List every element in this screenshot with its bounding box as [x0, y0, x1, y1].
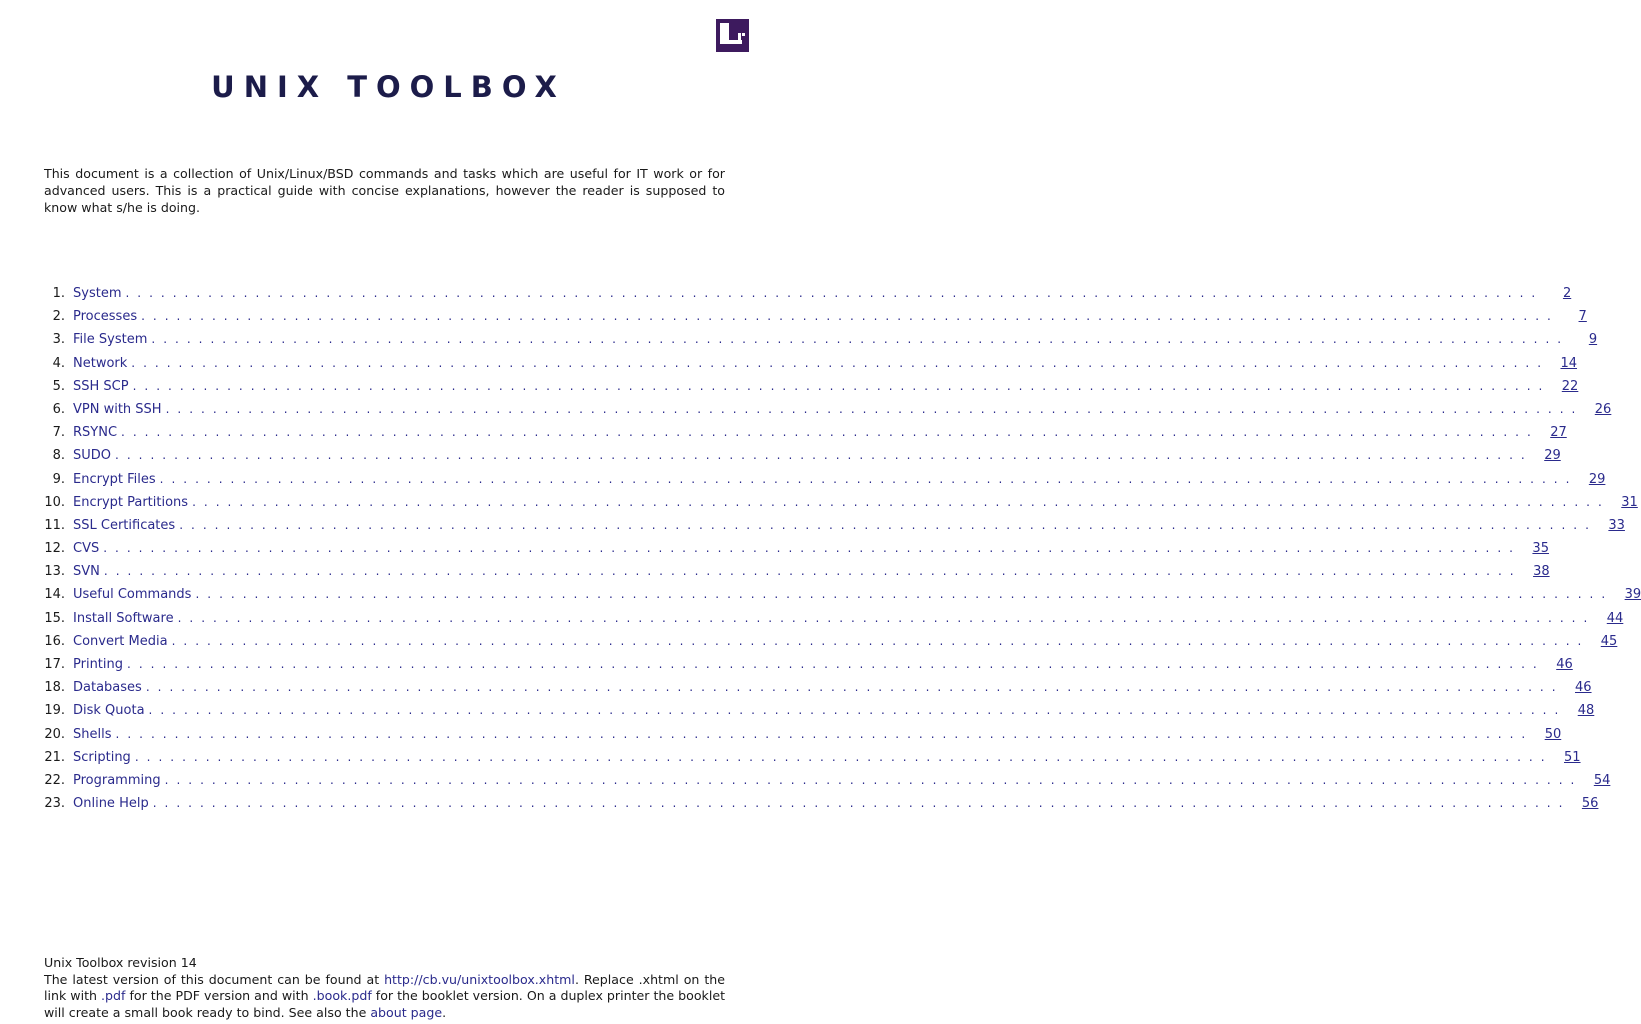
toc-entry-page-number[interactable]: 38	[1522, 564, 1550, 579]
toc-entry-page-number[interactable]: 33	[1597, 518, 1625, 533]
toc-dot-leader: ........................................................................................................................	[127, 657, 1545, 671]
toc-entry-link[interactable]: SSH SCP	[73, 379, 133, 394]
toc-dot-leader: ........................................................................................................................	[131, 355, 1550, 370]
toc-entry-page-number[interactable]: 14	[1549, 356, 1577, 371]
toc-entry-page-number[interactable]: 29	[1533, 448, 1561, 463]
replace-text: . Replace .xhtml on the link with	[44, 971, 725, 1003]
toc-entry	[36, 378, 1579, 402]
toc-entry	[36, 796, 1599, 819]
toc-entry-page-number[interactable]: 9	[1569, 332, 1597, 347]
toc-entry	[36, 517, 1625, 541]
toc-entry-page-number[interactable]: 50	[1533, 727, 1561, 742]
toc-entry-page-number[interactable]: 31	[1610, 495, 1638, 510]
toc-dot-leader: ........................................................................................................................	[177, 610, 1596, 625]
toc-entry-number: 4.	[52, 355, 65, 371]
toc-entry-number: 1.	[52, 286, 65, 301]
toc-entry-link[interactable]: SUDO	[73, 448, 115, 463]
toc-entry	[36, 703, 1595, 726]
toc-dot-leader: ........................................................................................................................	[192, 494, 1610, 509]
toc-entry-link[interactable]: SSL Certificates	[73, 518, 179, 533]
toc-dot-leader: ........................................................................................................................	[148, 703, 1567, 718]
toc-entry-number: 7.	[52, 425, 65, 441]
toc-entry-number: 3.	[52, 332, 65, 348]
toc-dot-leader: ........................................................................................................................	[195, 587, 1614, 602]
pdf-text: for the PDF version and with	[125, 988, 313, 1003]
toc-entry-link[interactable]: Useful Commands	[73, 587, 195, 602]
toc-entry-page-number[interactable]: 2	[1543, 286, 1571, 301]
document-title: UNIX TOOLBOX	[211, 70, 566, 104]
toc-entry-number: 16.	[44, 633, 65, 649]
toc-entry-page-number[interactable]: 46	[1564, 680, 1592, 695]
about-suffix: .	[442, 1004, 447, 1020]
toc-entry-page-number[interactable]: 45	[1589, 634, 1617, 649]
table-of-contents	[36, 286, 1641, 819]
toc-entry-number: 9.	[52, 471, 65, 487]
toc-entry	[36, 749, 1581, 773]
toc-dot-leader: ........................................................................................................................	[115, 726, 1534, 741]
toc-entry	[36, 772, 1611, 796]
latest-version-paragraph	[44, 972, 725, 1022]
toc-entry-number: 8.	[52, 448, 65, 464]
toc-dot-leader: ........................................................................................................................	[141, 309, 1559, 324]
toc-entry-page-number[interactable]: 54	[1582, 773, 1610, 788]
toc-entry-link[interactable]: Printing	[73, 657, 127, 672]
toc-entry	[36, 471, 1606, 495]
toc-entry-page-number[interactable]: 35	[1521, 541, 1549, 556]
toc-entry	[36, 448, 1561, 471]
toc-entry-link[interactable]: VPN with SSH	[73, 402, 166, 417]
toc-dot-leader: ........................................................................................................................	[121, 425, 1539, 440]
toc-entry-number: 21.	[44, 749, 65, 765]
latest-version-link[interactable]: http://cb.vu/unixtoolbox.xhtml	[384, 971, 575, 987]
toc-entry-number: 14.	[44, 587, 65, 603]
toc-entry-link[interactable]: Disk Quota	[73, 703, 149, 718]
toc-entry-link[interactable]: Encrypt Partitions	[73, 495, 192, 510]
toc-entry	[36, 401, 1612, 425]
toc-dot-leader: ........................................................................................................................	[103, 541, 1521, 556]
toc-entry-page-number[interactable]: 46	[1545, 657, 1573, 672]
toc-entry-page-number[interactable]: 44	[1595, 611, 1623, 626]
revision-text: Unix Toolbox revision 14	[44, 955, 197, 970]
unixtoolbox-logo-icon	[716, 19, 749, 52]
toc-dot-leader: ........................................................................................................................	[159, 471, 1578, 486]
toc-entry-link[interactable]: Install Software	[73, 611, 178, 626]
toc-entry	[36, 610, 1624, 634]
toc-entry-number: 2.	[52, 309, 65, 325]
toc-entry-number: 6.	[52, 401, 65, 417]
toc-entry-page-number[interactable]: 27	[1539, 425, 1567, 440]
toc-dot-leader: ........................................................................................................................	[103, 564, 1522, 579]
toc-dot-leader: ........................................................................................................................	[125, 286, 1544, 300]
toc-entry	[36, 494, 1638, 518]
toc-entry	[36, 541, 1549, 564]
pdf-link[interactable]: .pdf	[101, 988, 126, 1003]
toc-entry-link[interactable]: CVS	[73, 541, 103, 556]
toc-entry-link[interactable]: File System	[73, 332, 151, 347]
toc-entry-number: 23.	[44, 796, 65, 812]
toc-dot-leader: ........................................................................................................................	[164, 772, 1583, 787]
toc-entry-link[interactable]: Databases	[73, 680, 146, 695]
toc-entry-page-number[interactable]: 7	[1559, 309, 1587, 324]
toc-dot-leader: ........................................................................................................................	[132, 378, 1551, 393]
intro-paragraph: This document is a collection of Unix/Linux/BSD commands and tasks which are useful for IT work or for advanced users. This is a practical guide with concise explanations, however the reader is supposed to know what s/he is doing.	[44, 166, 725, 215]
toc-entry-page-number[interactable]: 39	[1613, 587, 1641, 602]
toc-entry-link[interactable]: SVN	[73, 564, 104, 579]
toc-entry-number: 15.	[44, 610, 65, 626]
toc-dot-leader: ........................................................................................................................	[145, 680, 1564, 695]
toc-entry-number: 22.	[44, 772, 65, 788]
toc-entry	[36, 355, 1578, 379]
toc-entry-page-number[interactable]: 26	[1583, 402, 1611, 417]
toc-entry-number: 19.	[44, 703, 65, 719]
toc-entry-number: 5.	[52, 378, 65, 394]
toc-entry	[36, 726, 1562, 750]
toc-entry-number: 13.	[44, 564, 65, 580]
toc-entry-number: 20.	[44, 726, 65, 742]
toc-dot-leader: ........................................................................................................................	[152, 796, 1571, 811]
toc-entry-link[interactable]: Processes	[73, 309, 141, 324]
toc-dot-leader: ........................................................................................................................	[179, 517, 1597, 532]
toc-entry	[36, 587, 1641, 610]
toc-entry	[36, 657, 1573, 680]
toc-entry-number: 10.	[44, 494, 65, 510]
toc-entry-page-number[interactable]: 51	[1553, 750, 1581, 765]
toc-entry	[36, 332, 1598, 355]
toc-dot-leader: ........................................................................................................................	[171, 633, 1590, 648]
about-page-link[interactable]: about page	[370, 1004, 443, 1020]
toc-entry-link[interactable]: Network	[73, 356, 131, 371]
footer	[44, 955, 725, 1021]
toc-entry-page-number[interactable]: 48	[1566, 703, 1594, 718]
toc-entry-link[interactable]: Online Help	[73, 796, 153, 811]
toc-entry	[36, 564, 1550, 587]
toc-dot-leader: ........................................................................................................................	[115, 448, 1533, 463]
toc-entry-link[interactable]: Scripting	[73, 750, 135, 765]
toc-entry-number: 18.	[44, 680, 65, 696]
toc-entry-page-number[interactable]: 56	[1570, 796, 1598, 811]
toc-dot-leader: ........................................................................................................................	[134, 749, 1553, 764]
toc-entry-link[interactable]: System	[73, 286, 125, 301]
toc-entry-number: 17.	[44, 657, 65, 672]
toc-dot-leader: ........................................................................................................................	[151, 332, 1570, 347]
latest-prefix: The latest version of this document can be found at	[44, 971, 385, 987]
toc-entry-link[interactable]: Convert Media	[73, 634, 172, 649]
toc-dot-leader: ........................................................................................................................	[165, 401, 1584, 416]
toc-entry	[36, 286, 1572, 309]
toc-entry	[36, 633, 1618, 657]
toc-entry-page-number[interactable]: 22	[1550, 379, 1578, 394]
book-pdf-link[interactable]: .book.pdf	[312, 988, 372, 1003]
toc-entry	[36, 425, 1567, 448]
book-text: for the booklet version. On a duplex printer the booklet will create a small book ready to bind. See also the	[44, 988, 726, 1020]
toc-entry	[36, 309, 1587, 332]
toc-entry-link[interactable]: Programming	[73, 773, 165, 788]
toc-entry-number: 12.	[44, 541, 65, 557]
toc-entry	[36, 680, 1592, 703]
toc-entry-page-number[interactable]: 29	[1577, 472, 1605, 487]
toc-entry-link[interactable]: Encrypt Files	[73, 472, 160, 487]
toc-entry-link[interactable]: RSYNC	[73, 425, 121, 440]
toc-entry-link[interactable]: Shells	[73, 727, 116, 742]
toc-entry-number: 11.	[44, 517, 65, 533]
